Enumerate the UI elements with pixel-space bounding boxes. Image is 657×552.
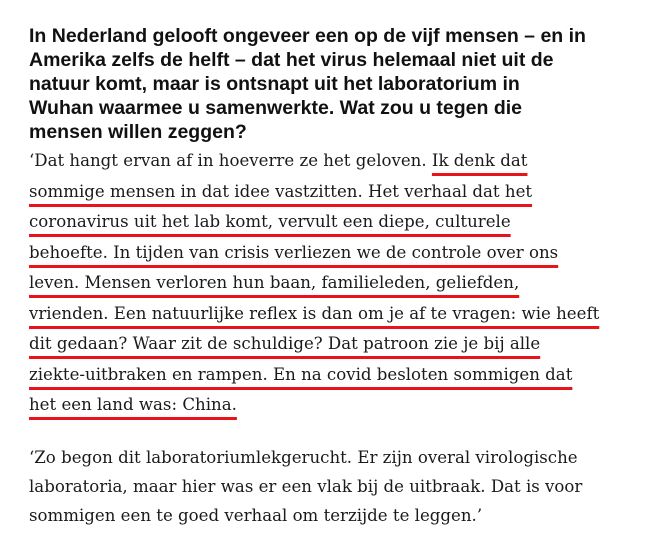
underlined-text: coronavirus uit het lab komt, vervult een diepe, culturele [29, 212, 511, 231]
answer-line [29, 238, 641, 269]
question-line: mensen willen zeggen? [29, 121, 247, 143]
answer-line: ‘Zo begon dit laboratoriumlekgerucht. Er zijn overal virologische [29, 447, 578, 467]
answer-line [29, 299, 641, 330]
question-line: natuur komt, maar is ontsnapt uit het laboratorium in [29, 73, 520, 95]
underlined-text: het een land was: China. [29, 395, 237, 414]
underlined-text: ziekte-uitbraken en rampen. En na covid besloten sommigen dat [29, 364, 573, 384]
answer-line [29, 268, 641, 299]
underlined-text: leven. Mensen verloren hun baan, familieleden, geliefden, [29, 273, 520, 292]
underlined-text: dit gedaan? Waar zit de schuldige? Dat patroon zie je bij alle [29, 334, 541, 353]
underlined-text: Ik denk dat [431, 151, 528, 170]
question-line: In Nederland gelooft ongeveer een op de vijf mensen – en in [29, 25, 586, 47]
answer-line [29, 177, 641, 208]
article-excerpt [29, 24, 641, 530]
underlined-text: sommige mensen in dat idee vastzitten. Het verhaal dat het [29, 181, 533, 201]
answer-line [29, 329, 641, 360]
question-line: Amerika zelfs de helft – dat het virus helemaal niet uit de [29, 49, 554, 71]
question-line: Wuhan waarmee u samenwerkte. Wat zou u tegen die [29, 97, 523, 119]
plain-text: ‘Dat hangt ervan af in hoeverre ze het geloven. [29, 151, 432, 170]
underlined-text: behoefte. In tijden van crisis verliezen we de controle over ons [29, 242, 559, 262]
answer-line: sommigen een te goed verhaal om terzijde te leggen.’ [29, 505, 483, 525]
underlined-text: vrienden. Een natuurlijke reflex is dan om je af te vragen: wie heeft [29, 303, 600, 323]
answer-line [29, 390, 641, 421]
answer-line [29, 360, 641, 391]
answer-paragraph-2 [29, 443, 641, 530]
answer-line: laboratoria, maar hier was er een vlak bij de uitbraak. Dat is voor [29, 476, 583, 496]
answer-line [29, 207, 641, 238]
answer-paragraph-1 [29, 146, 641, 421]
interview-question [29, 24, 641, 144]
answer-line [29, 146, 641, 177]
